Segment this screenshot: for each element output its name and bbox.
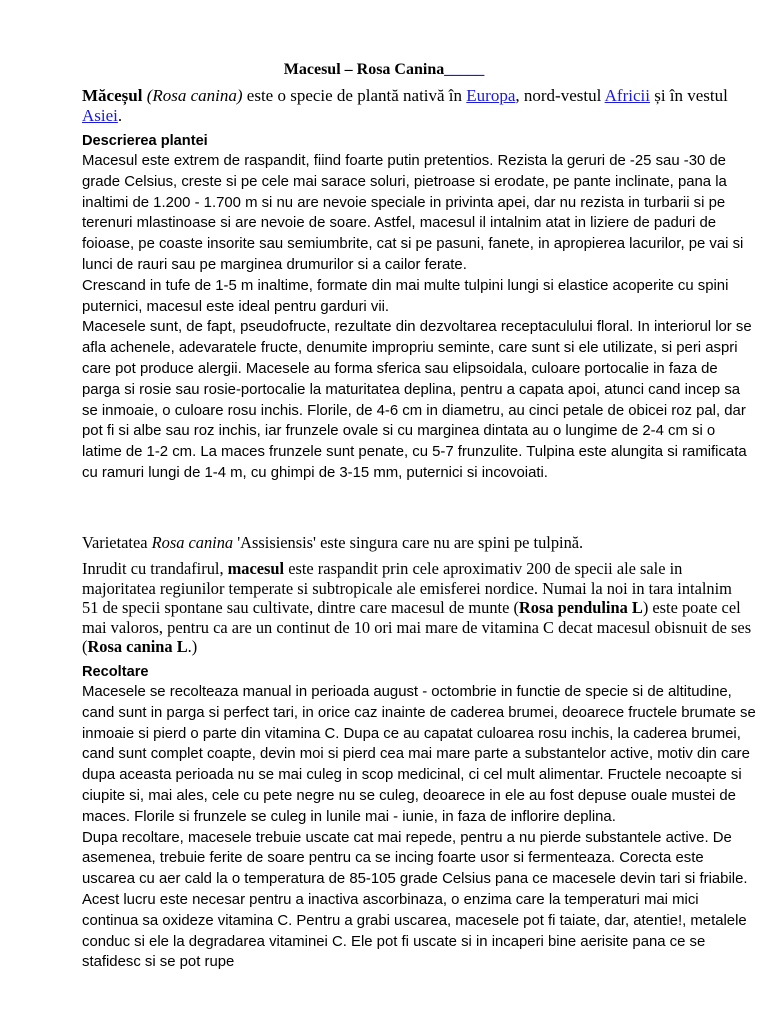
related-bold-2: Rosa pendulina L [518,598,643,618]
description-heading: Descrierea plantei [82,133,208,149]
related-paragraph [82,559,752,657]
intro-text-2: , nord-vestul [515,86,605,105]
intro-text-1: este o specie de plantă nativă în [242,86,467,105]
variety-italic: Rosa canina [151,533,234,552]
related-bold-1: macesul [227,559,285,578]
link-asia[interactable]: Asiei [82,106,118,125]
intro-paragraph [82,86,752,126]
link-africa[interactable]: Africii [604,86,650,105]
description-paragraph-2: Crescand in tufe de 1-5 m inaltime, formate din mai multe tulpini lungi si elastice acoperite cu spini puternici, macesul este ideal pentru garduri vii. [82,277,729,315]
harvest-paragraph-1: Macesele se recolteaza manual in perioada august - octombrie in functie de specie si de altitudine, cand sunt in parga si perfect tari, in orice caz inainte de caderea brumei, deoarece fructele brumate se inmoaie si pierd o parte din vitamina C. Dupa ce au capatat culoarea rosu inchis, la caderea brumei, cand sunt complet coapte, devin moi si pierd cea mai mare parte a substantelor active, motiv din care dupa aceasta perioada nu se mai culeg in scop medicinal, ci cel mult alimentar. Fructele necoapte si ciupite si, mai ales, cele cu pete negre nu se culeg, deoarece in ele au fost depuse ouale mustei de maces. Florile si frunzele se culeg in lunile mai - iunie, in faza de inflorire deplina. [82,684,756,825]
related-text-1: Inrudit cu trandafirul, [82,559,228,578]
variety-text-1: Varietatea [82,533,152,552]
intro-plant-name: Măceșul [82,86,143,105]
title-text: Macesul – Rosa Canina [283,61,445,78]
description-body [82,151,758,484]
harvest-heading: Recoltare [82,664,149,680]
harvest-body [82,682,758,973]
intro-text-4: . [117,106,123,125]
variety-text-2: 'Assisiensis' este singura care nu are spini pe tulpină. [233,533,584,552]
intro-latin-name: (Rosa canina) [146,86,243,105]
variety-paragraph [82,533,752,553]
link-europa[interactable]: Europa [466,86,516,105]
title-underline: _____ [444,61,485,78]
harvest-paragraph-2: Dupa recoltare, macesele trebuie uscate cat mai repede, pentru a nu pierde substantele active. De asemenea, trebuie ferite de soare pentru ca se incing foarte usor si fermenteaza. Corecta este uscarea cu aer cald la o temperatura de 85-105 grade Celsius pana ce macesele devin tari si friabile. Acest lucru este necesar pentru a inactiva ascorbinaza, o enzima care la temperaturi mai mici continua sa oxideze vitamina C. Pentru a grabi uscarea, macesele pot fi taiate, dar, atentie!, metalele conduc si ele la degradarea vitaminei C. Ele pot fi uscate si in incaperi bine aerisite pana ce se stafidesc si se pot rupe [82,829,748,971]
related-text-2: este raspandit prin cele aproximativ 200 de specii ale sale in majoritatea regiunilor temperate si subtropicale ale emisferei nordice. Numai la noi in tara intalnim 51 de specii spontane sau cultivate, dintre care macesul de munte ( [82,559,732,618]
related-text-3: ) este poate cel mai valoros, pentru ca are un continut de 10 ori mai mare de vitamina C decat macesul obisnuit de ses ( [82,598,752,657]
intro-text-3: și în vestul [649,86,728,105]
related-bold-3: Rosa canina L [87,637,188,657]
document-title [0,61,768,79]
related-text-4: .) [187,637,198,657]
description-paragraph-3: Macesele sunt, de fapt, pseudofructe, rezultate din dezvoltarea receptaculului floral. In interiorul lor se afla achenele, adevaratele fructe, denumite impropriu seminte, care sunt si ele utilizate, si peri aspri care pot produce alergii. Macesele au forma sferica sau elipsoidala, culoare portocalie in faza de parga si rosie sau rosie-portocalie la maturitatea deplina, pentru a capata apoi, atunci cand incep sa se inmoaie, o culoare rosu inchis. Florile, de 4-6 cm in diametru, au cinci petale de obicei roz pal, dar pot fi si albe sau roz inchis, iar frunzele ovale si cu marginea dintata au o lungime de 2-4 cm si o latime de 1-2 cm. La maces frunzele sunt penate, cu 5-7 frunzulite. Tulpina este alungita si ramificata cu ramuri lungi de 1-4 m, cu ghimpi de 3-15 mm, puternici si incovoiati. [82,319,752,481]
description-paragraph-1: Macesul este extrem de raspandit, fiind foarte putin pretentios. Rezista la geruri de -25 sau -30 de grade Celsius, creste si pe cele mai sarace soluri, pietroase si erodate, pe pante inclinate, pana la inaltimi de 1.200 - 1.700 m si nu are nevoie speciale in privinta apei, dar nu rezista in turbarii si pe terenuri mlastinoase si are nevoie de soare. Astfel, macesul il intalnim atat in liziere de paduri de foioase, pe coaste insorite sau semiumbrite, cat si pe pasuni, fanete, in apropierea lacurilor, pe vai si lunci de rauri sau pe marginea drumurilor si a cailor ferate. [82,153,744,273]
